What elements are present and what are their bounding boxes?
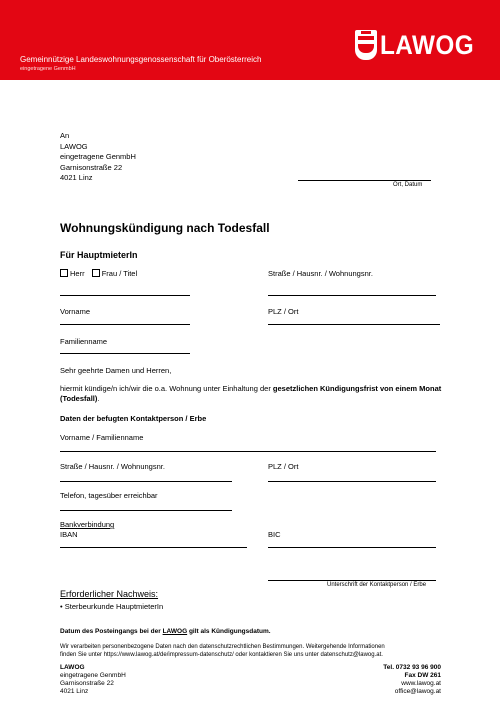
footer-fax: Fax DW 261 — [404, 672, 441, 679]
header-org-sub: eingetragene GenmbH — [20, 66, 76, 72]
address-line: 4021 Linz — [60, 173, 93, 182]
street-label: Straße / Hausnr. / Wohnungsnr. — [268, 269, 373, 278]
place-date-line[interactable] — [298, 180, 431, 181]
bullet-icon: • — [60, 602, 63, 611]
address-line: An — [60, 131, 70, 140]
footer-city: 4021 Linz — [60, 688, 89, 695]
contact-street-label: Straße / Hausnr. / Wohnungsnr. — [60, 462, 165, 471]
contact-zip-city-field-line[interactable] — [268, 481, 436, 482]
footer-address — [60, 664, 126, 696]
frau-title-label: Frau / Titel — [101, 269, 138, 278]
street-field-line[interactable] — [268, 295, 436, 296]
salutation-row — [60, 269, 137, 278]
footer-type: eingetragene GenmbH — [60, 672, 126, 679]
body-text: hiermit kündige/n ich/wir die o.a. Wohnung unter Einhaltung der — [60, 384, 273, 393]
last-name-label: Familienname — [60, 337, 108, 346]
lawog-logo: LAWOG — [380, 30, 475, 60]
phone-label: Telefon, tagesüber erreichbar — [60, 491, 158, 500]
receipt-note-text: Datum des Posteingangs bei der — [60, 628, 163, 635]
footer-web[interactable]: www.lawog.at — [401, 680, 441, 687]
iban-field-line[interactable] — [60, 547, 247, 548]
iban-label: IBAN — [60, 530, 78, 539]
footer-name: LAWOG — [60, 664, 85, 671]
proof-item-text: Sterbeurkunde HauptmieterIn — [64, 602, 164, 611]
address-line: LAWOG — [60, 141, 88, 151]
signature-label: Unterschrift der Kontaktperson / Erbe — [327, 582, 427, 588]
first-name-field-line[interactable] — [60, 324, 190, 325]
privacy-line: finden Sie unter https://www.lawog.at/de/impressum-datenschutz/ oder kontaktieren Sie uns unter datenschutz@lawog.at. — [60, 652, 383, 658]
body-text-end: . — [97, 394, 100, 403]
salutation-field-line[interactable] — [60, 295, 190, 296]
coat-of-arms-icon — [355, 30, 377, 60]
receipt-note — [60, 628, 271, 635]
zip-city-field-line[interactable] — [268, 324, 440, 325]
section-tenant-heading: Für HauptmieterIn — [60, 250, 138, 260]
herr-label: Herr — [70, 269, 85, 278]
privacy-note — [60, 643, 455, 659]
address-line: eingetragene GenmbH — [60, 152, 136, 161]
address-line: Garnisonstraße 22 — [60, 162, 123, 172]
contact-street-field-line[interactable] — [60, 481, 232, 482]
herr-checkbox[interactable] — [60, 269, 68, 277]
bic-label: BIC — [268, 530, 281, 539]
footer-tel: Tel. 0732 93 96 900 — [383, 664, 441, 671]
proof-heading: Erforderlicher Nachweis: — [60, 589, 159, 599]
bic-field-line[interactable] — [268, 547, 436, 548]
contact-zip-city-label: PLZ / Ort — [268, 462, 299, 471]
receipt-note-text-end: gilt als Kündigungsdatum. — [187, 628, 271, 635]
place-date-label: Ort, Datum — [393, 182, 423, 188]
contact-name-field-line[interactable] — [60, 451, 436, 452]
header-org-name: Gemeinnützige Landeswohnungsgenossenschaft für Oberösterreich — [20, 55, 262, 64]
section-contact-heading: Daten der befugten Kontaktperson / Erbe — [60, 414, 207, 423]
recipient-address — [60, 131, 136, 184]
privacy-line: Wir verarbeiten personenbezogene Daten nach den datenschutzrechtlichen Bestimmungen. Weitergehende Informationen — [60, 644, 385, 650]
phone-field-line[interactable] — [60, 510, 232, 511]
body-text-bold: gesetzlichen Kündigungsfrist von einem Monat (Todesfall) — [60, 384, 442, 403]
bank-heading: Bankverbindung — [60, 520, 115, 529]
body-paragraph — [60, 384, 450, 404]
first-name-label: Vorname — [60, 307, 91, 316]
receipt-note-lawog: LAWOG — [162, 628, 188, 635]
greeting: Sehr geehrte Damen und Herren, — [60, 366, 172, 375]
zip-city-label: PLZ / Ort — [268, 307, 299, 316]
proof-item — [60, 602, 163, 611]
footer-contact — [383, 664, 441, 696]
footer-street: Garnisonstraße 22 — [60, 680, 114, 687]
footer-mail[interactable]: office@lawog.at — [394, 688, 441, 695]
signature-line[interactable] — [268, 580, 436, 581]
frau-checkbox[interactable] — [92, 269, 100, 277]
contact-name-label: Vorname / Familienname — [60, 433, 144, 442]
page-title: Wohnungskündigung nach Todesfall — [60, 221, 270, 235]
last-name-field-line[interactable] — [60, 353, 190, 354]
